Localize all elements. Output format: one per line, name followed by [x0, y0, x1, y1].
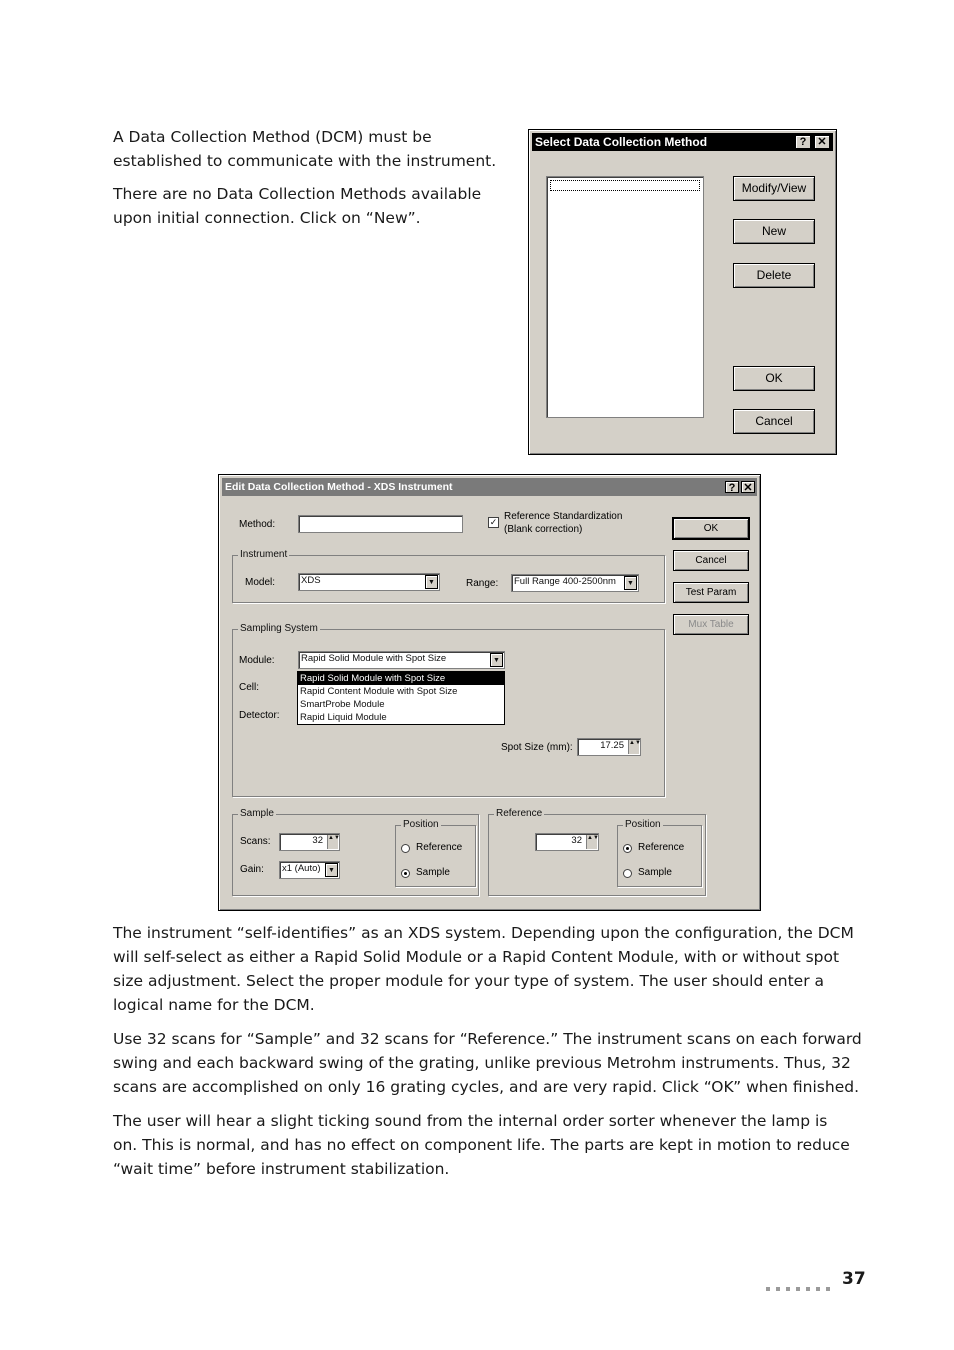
cancel-button[interactable]: Cancel: [673, 550, 749, 571]
detector-label: Detector:: [239, 710, 280, 721]
sample-scans-value: 32: [312, 835, 323, 846]
new-button[interactable]: New: [733, 219, 815, 244]
sample-scans-stepper[interactable]: [279, 833, 340, 851]
reference-position-group: [617, 819, 702, 887]
edit-dcm-titlebar: [222, 478, 757, 496]
reference-position-label: Position: [625, 819, 661, 830]
spinner-arrows-icon[interactable]: ▲▼: [586, 835, 597, 849]
ref-standardization-label: Reference Standardization: [504, 511, 623, 522]
select-dcm-dialog: [528, 129, 837, 455]
ref-pos-sample-radio[interactable]: [623, 869, 632, 878]
body-paragraph-1: The instrument “self-identifies” as an XDS system. Depending upon the configuration, the DCM will self-select as either a Rapid Solid Module or a Rapid Content Module, with or without spot size adjustment. Select the proper module for your type of system. The user should enter a logical name for the DCM.: [113, 924, 854, 1014]
select-dcm-titlebar: [532, 133, 833, 151]
footer-dots: [766, 1276, 836, 1282]
gain-value: x1 (Auto): [282, 863, 321, 874]
sample-position-group: [395, 819, 476, 887]
range-value: Full Range 400-2500nm: [514, 576, 616, 587]
ref-standardization-checkbox[interactable]: ✓: [489, 517, 498, 527]
spinner-arrows-icon[interactable]: ▲▼: [327, 835, 338, 849]
dcm-listbox[interactable]: [546, 176, 704, 418]
sample-pos-reference-label: Reference: [416, 842, 463, 853]
module-value: Rapid Solid Module with Spot Size: [301, 653, 447, 664]
close-icon[interactable]: ✕: [814, 135, 830, 149]
instrument-group-label: Instrument: [240, 549, 288, 560]
module-option[interactable]: Rapid Solid Module with Spot Size: [298, 672, 504, 685]
modify-view-button[interactable]: Modify/View: [733, 176, 815, 201]
body-paragraph-2: Use 32 scans for “Sample” and 32 scans for “Reference.” The instrument scans on each forward swing and each backward swing of the grating, unlike previous Metrohm instruments. Thus, 32 scans are accomplished on only 16 grating cycles, and are very rapid. Click “OK” when finished.: [113, 1030, 862, 1096]
scans-label: Scans:: [240, 836, 271, 847]
spot-size-stepper[interactable]: [577, 738, 641, 756]
body-paragraph-3: The user will hear a slight ticking sound from the internal order sorter whenever the lamp is on. This is normal, and has no effect on component life. The parts are kept in motion to reduce “wait time” before instrument stabilization.: [113, 1112, 850, 1178]
spot-size-label: Spot Size (mm):: [501, 742, 573, 753]
chevron-down-icon[interactable]: ▼: [624, 576, 637, 590]
range-label: Range:: [466, 578, 499, 589]
page-number: 37: [842, 1269, 866, 1289]
model-select[interactable]: [298, 573, 440, 591]
instrument-group: [232, 549, 665, 603]
reference-scans-stepper[interactable]: [535, 833, 599, 851]
ref-pos-reference-radio[interactable]: [623, 844, 632, 853]
method-input[interactable]: [298, 515, 463, 533]
model-value: XDS: [301, 575, 321, 586]
reference-scans-value: 32: [571, 835, 582, 846]
gain-select[interactable]: [279, 861, 340, 879]
reference-group: [488, 808, 706, 896]
spinner-arrows-icon[interactable]: ▲▼: [628, 740, 639, 754]
spot-size-value: 17.25: [600, 740, 624, 751]
edit-dcm-title: Edit Data Collection Method - XDS Instrument: [225, 481, 453, 493]
chevron-down-icon[interactable]: ▼: [425, 575, 438, 589]
test-param-button[interactable]: Test Param: [673, 582, 749, 603]
ref-standardization-sublabel: (Blank correction): [504, 524, 583, 535]
chevron-down-icon[interactable]: ▼: [325, 863, 338, 877]
sample-group: [232, 808, 479, 896]
module-option[interactable]: SmartProbe Module: [300, 699, 385, 710]
model-label: Model:: [245, 577, 276, 588]
method-label: Method:: [239, 519, 276, 530]
sample-pos-sample-label: Sample: [416, 867, 450, 878]
ok-button[interactable]: OK: [673, 518, 749, 539]
ref-pos-reference-label: Reference: [638, 842, 685, 853]
module-dropdown-list: [297, 671, 505, 725]
cancel-button[interactable]: Cancel: [733, 409, 815, 434]
sample-group-label: Sample: [240, 808, 274, 819]
cell-label: Cell:: [239, 682, 260, 693]
sample-pos-reference-radio[interactable]: [401, 844, 410, 853]
range-select[interactable]: [511, 574, 639, 592]
list-focus-rect: [550, 180, 700, 191]
reference-group-label: Reference: [496, 808, 543, 819]
select-dcm-title: Select Data Collection Method: [535, 135, 708, 149]
ok-button[interactable]: OK: [733, 366, 815, 391]
module-select[interactable]: [298, 651, 505, 669]
help-icon[interactable]: ?: [725, 481, 739, 493]
sample-position-label: Position: [403, 819, 439, 830]
chevron-down-icon[interactable]: ▼: [490, 653, 503, 667]
module-option[interactable]: Rapid Liquid Module: [300, 712, 387, 723]
intro-paragraph-1: A Data Collection Method (DCM) must be established to communicate with the instrument.: [113, 128, 497, 170]
close-icon[interactable]: ✕: [741, 481, 755, 493]
module-option[interactable]: Rapid Content Module with Spot Size: [300, 686, 458, 697]
mux-table-button[interactable]: Mux Table: [673, 614, 749, 635]
sampling-group-label: Sampling System: [240, 623, 318, 634]
help-icon[interactable]: ?: [795, 135, 811, 149]
edit-dcm-dialog: [218, 474, 761, 911]
sample-pos-sample-radio[interactable]: [401, 869, 410, 878]
intro-paragraph-2: There are no Data Collection Methods available upon initial connection. Click on “New”.: [113, 185, 482, 227]
ref-pos-sample-label: Sample: [638, 867, 672, 878]
gain-label: Gain:: [240, 864, 264, 875]
module-label: Module:: [239, 655, 275, 666]
delete-button[interactable]: Delete: [733, 263, 815, 288]
